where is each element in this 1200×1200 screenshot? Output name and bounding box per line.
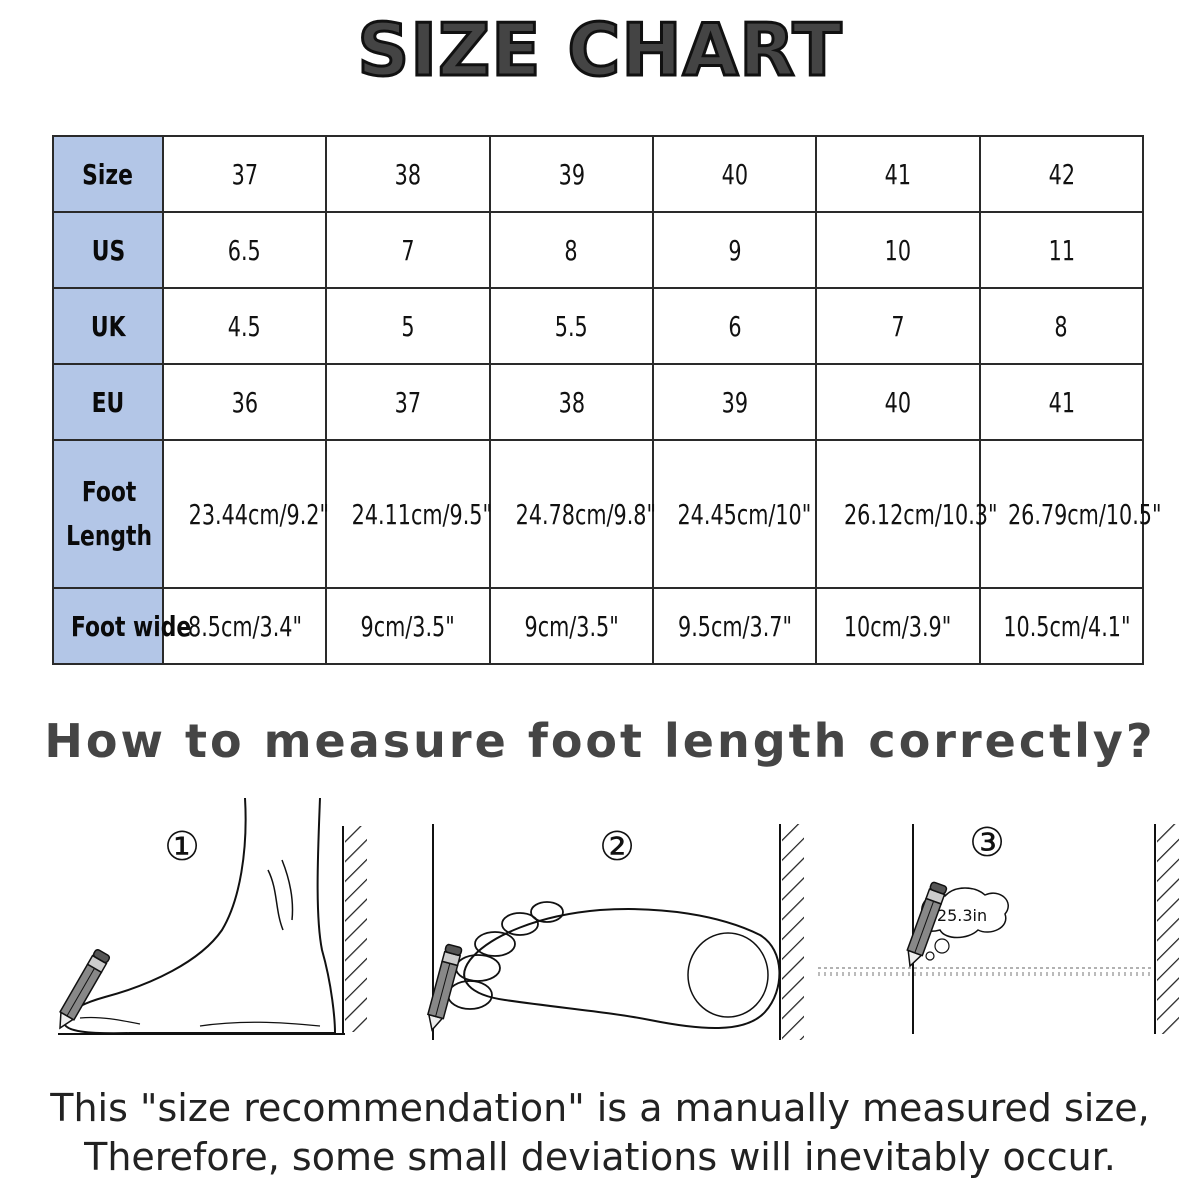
table-cell: 39 <box>653 364 816 440</box>
table-cell: 40 <box>816 364 979 440</box>
table-cell: 9cm/3.5" <box>326 588 489 664</box>
table-cell: 6.5 <box>163 212 326 288</box>
measurement-illustration <box>0 790 1200 1050</box>
table-cell: 37 <box>163 136 326 212</box>
table-row-foot-length <box>53 440 1143 588</box>
table-cell: 41 <box>980 364 1143 440</box>
table-row-eu <box>53 364 1143 440</box>
table-cell: 38 <box>326 136 489 212</box>
pencil-icon <box>424 944 462 1032</box>
page-title: SIZE CHART <box>357 8 843 92</box>
table-row-uk <box>53 288 1143 364</box>
table-cell: 41 <box>816 136 979 212</box>
table-cell: 10.5cm/4.1" <box>980 588 1143 664</box>
step-1-number: ① <box>164 824 200 870</box>
wall-hatch <box>782 824 804 1040</box>
table-cell: 7 <box>816 288 979 364</box>
step-3-number: ③ <box>969 820 1005 866</box>
wall-hatch <box>345 826 367 1032</box>
table-cell: 4.5 <box>163 288 326 364</box>
row-header-us: US <box>53 212 163 288</box>
table-cell: 9cm/3.5" <box>490 588 653 664</box>
table-cell: 9 <box>653 212 816 288</box>
table-cell: 5.5 <box>490 288 653 364</box>
table-cell: 24.45cm/10" <box>653 440 816 588</box>
table-row-us <box>53 212 1143 288</box>
table-cell: 37 <box>326 364 489 440</box>
table-cell: 10 <box>816 212 979 288</box>
table-cell: 42 <box>980 136 1143 212</box>
table-cell: 7 <box>326 212 489 288</box>
table-row-foot-wide <box>53 588 1143 664</box>
table-cell: 38 <box>490 364 653 440</box>
step-2-number: ② <box>599 824 635 870</box>
row-header-foot-length: Foot Length <box>53 440 163 588</box>
table-cell: 24.11cm/9.5" <box>326 440 489 588</box>
table-cell: 6 <box>653 288 816 364</box>
table-cell: 8 <box>980 288 1143 364</box>
table-cell: 26.79cm/10.5" <box>980 440 1143 588</box>
table-cell: 10cm/3.9" <box>816 588 979 664</box>
step-3-illustration <box>818 820 1179 1034</box>
table-cell: 8 <box>490 212 653 288</box>
footnote-line-2: Therefore, some small deviations will inevitably occur. <box>84 1135 1116 1179</box>
table-cell: 11 <box>980 212 1143 288</box>
table-cell: 9.5cm/3.7" <box>653 588 816 664</box>
table-cell: 23.44cm/9.2" <box>163 440 326 588</box>
table-cell: 40 <box>653 136 816 212</box>
table-cell: 5 <box>326 288 489 364</box>
table-cell: 36 <box>163 364 326 440</box>
pencil-icon <box>53 949 110 1032</box>
footnote-line-1: This "size recommendation" is a manually measured size, <box>50 1086 1150 1130</box>
row-header-uk: UK <box>53 288 163 364</box>
table-cell: 26.12cm/10.3" <box>816 440 979 588</box>
measurement-value: 25.3in <box>936 906 988 925</box>
table-cell: 24.78cm/9.8" <box>490 440 653 588</box>
step-1-illustration <box>53 798 367 1034</box>
table-cell: 8.5cm/3.4" <box>163 588 326 664</box>
step-2-illustration <box>424 824 804 1040</box>
size-chart-table <box>52 135 1162 665</box>
row-header-size: Size <box>53 136 163 212</box>
table-row-size <box>53 136 1143 212</box>
wall-hatch <box>1157 824 1179 1034</box>
howto-heading: How to measure foot length correctly? <box>44 714 1156 768</box>
ruler <box>818 968 1152 974</box>
row-header-foot-wide: Foot wide <box>53 588 163 664</box>
table-cell: 39 <box>490 136 653 212</box>
row-header-eu: EU <box>53 364 163 440</box>
